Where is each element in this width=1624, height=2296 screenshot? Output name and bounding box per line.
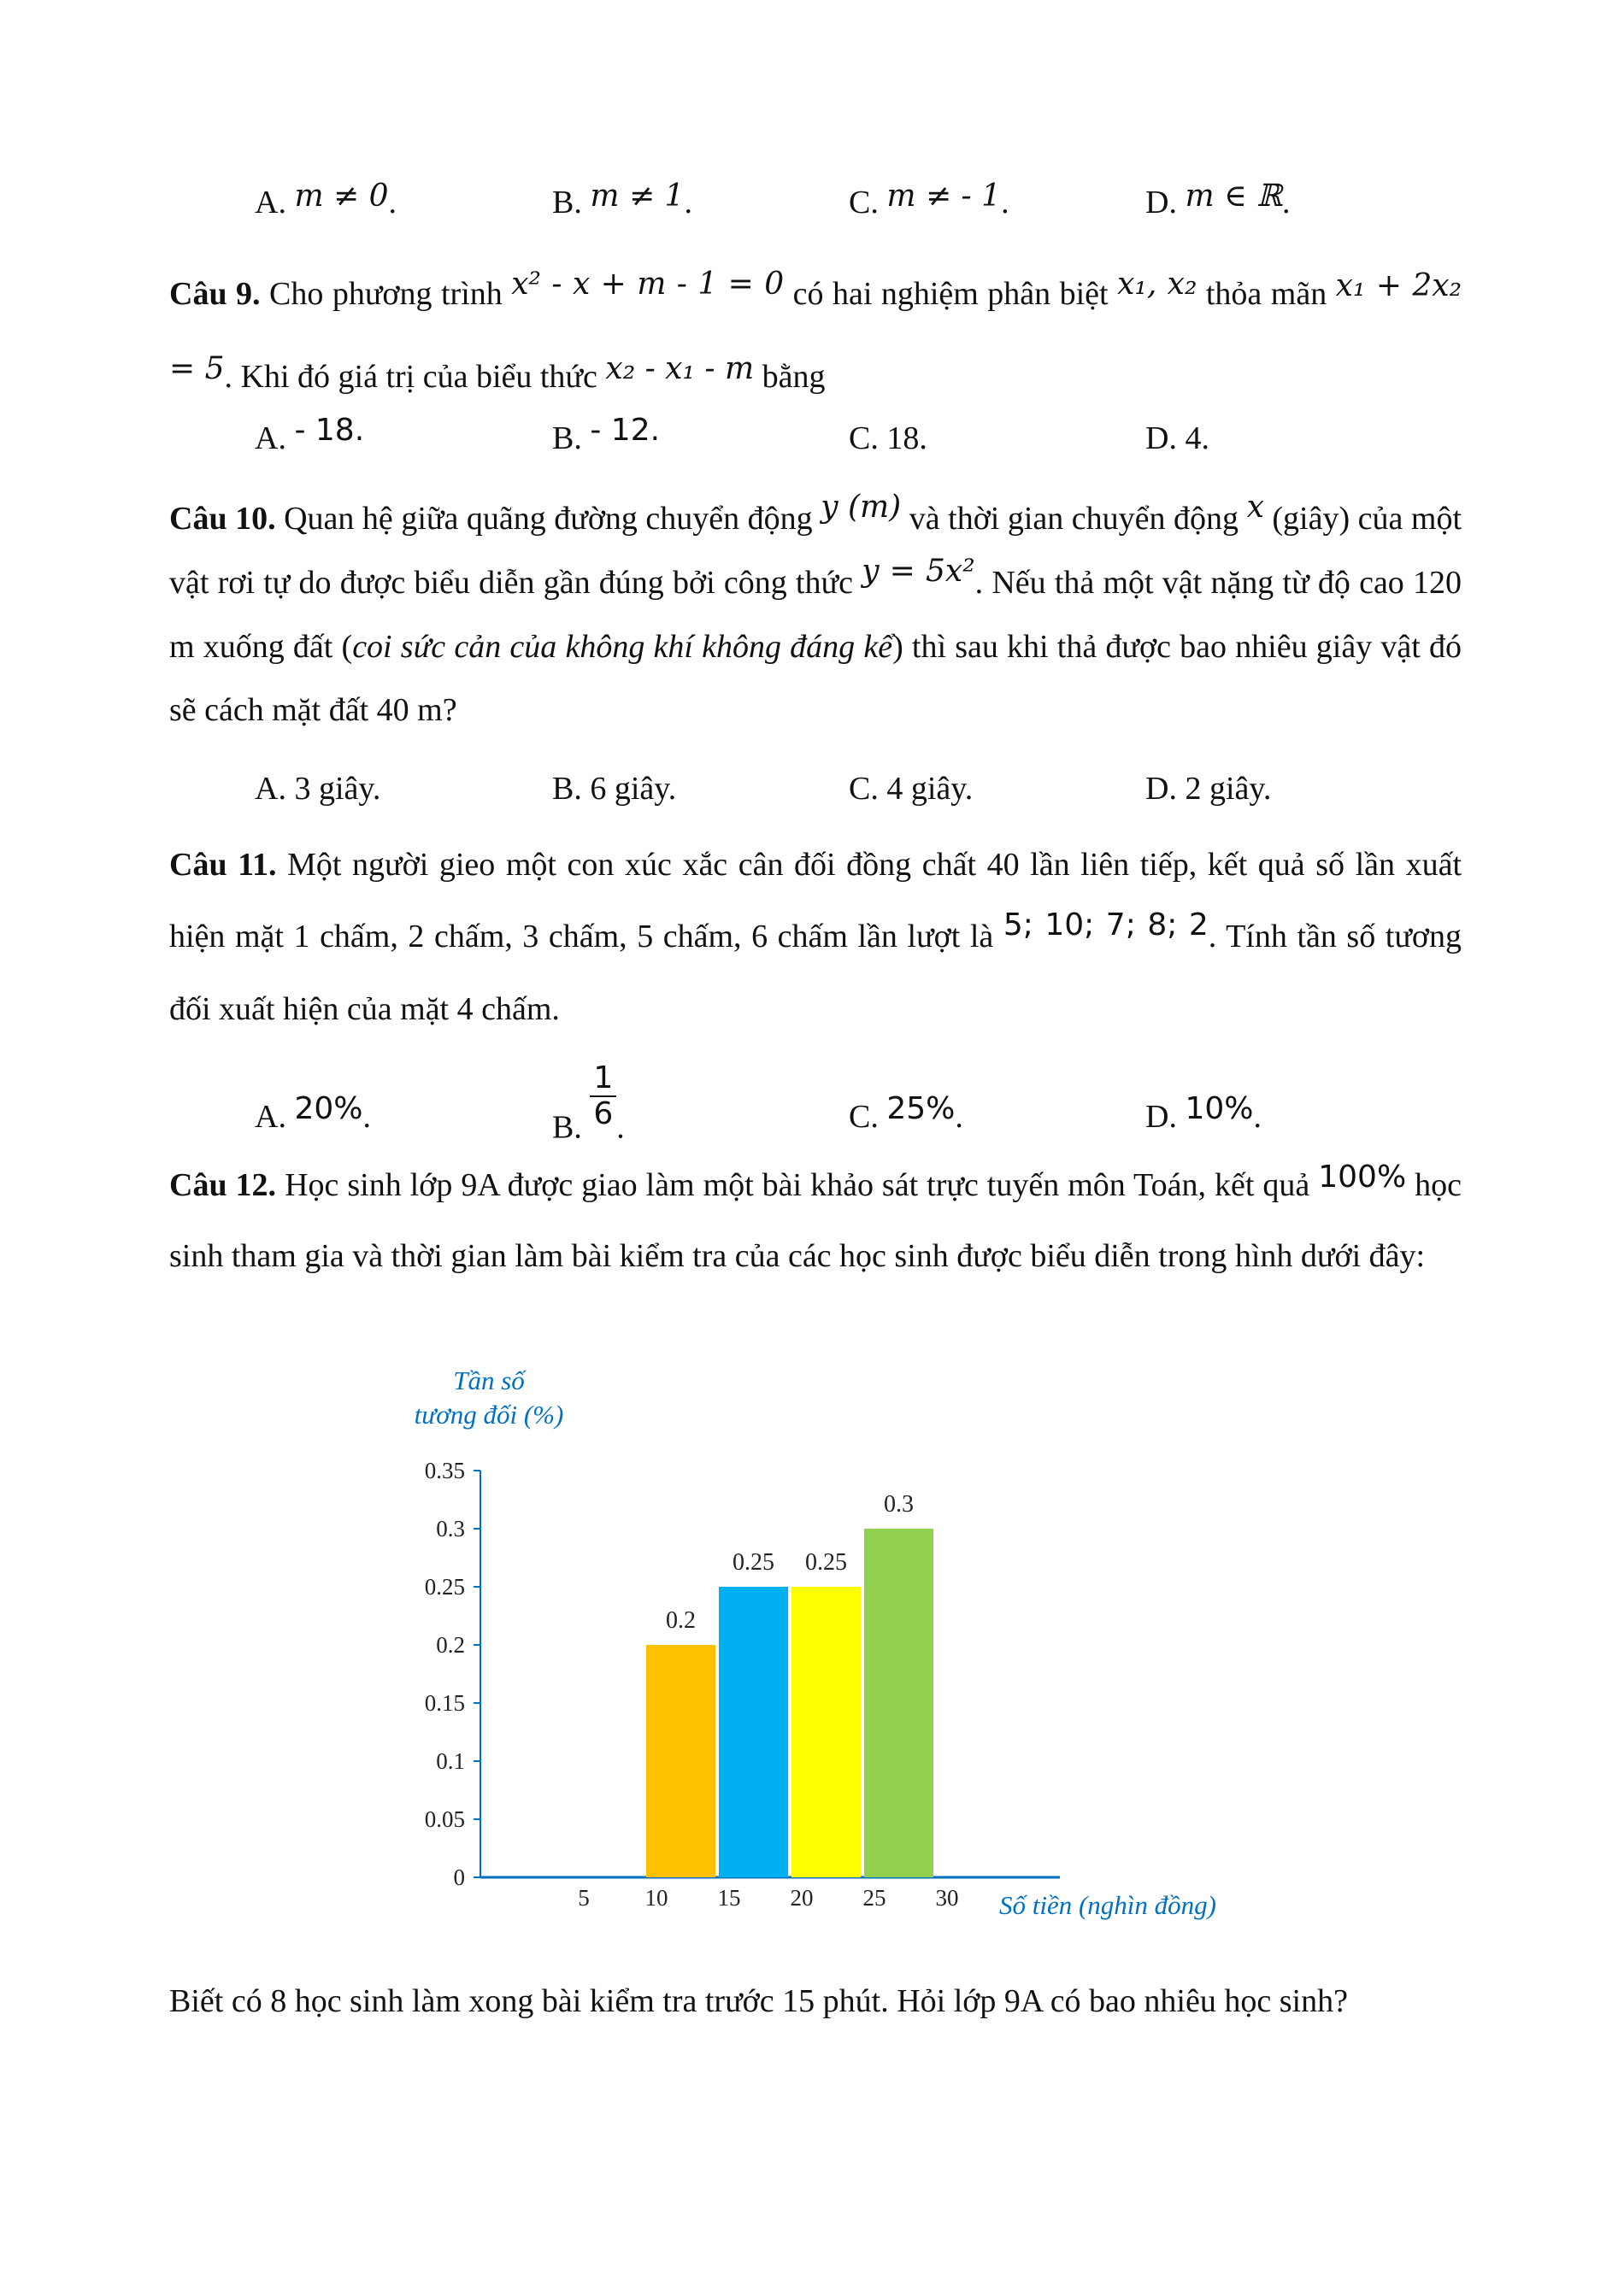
relative-frequency-histogram xyxy=(376,1350,1282,1948)
q11-option-d: D. 10%. xyxy=(1145,1091,1262,1135)
question-9: Câu 9. Cho phương trình x² - x + m - 1 = 0 có hai nghiệm phân biệt x₁, x₂ thỏa mãn x₁ + 2x₂ = 5. Khi đó giá trị của biểu thức x₂ - x₁ - m bằng xyxy=(169,267,1462,395)
chart-x-tick-label: 20 xyxy=(790,1885,814,1911)
fraction: $\frac{1}{6}$ xyxy=(590,1061,616,1131)
chart-bar xyxy=(864,1529,933,1877)
chart-x-tick-label: 25 xyxy=(862,1885,886,1911)
chart-y-tick-label: 0.25 xyxy=(424,1574,465,1600)
question-12: Câu 12. Học sinh lớp 9A được giao làm một bài khảo sát trực tuyến môn Toán, kết quả 100% học sinh tham gia và thời gian làm bài kiểm tra của các học sinh được biểu diễn trong hình dưới đây: xyxy=(169,1160,1462,1274)
q8-option-b: B. m ≠ 1. xyxy=(552,179,692,220)
question-number: Câu 10. xyxy=(169,501,276,537)
condition: x₁ + 2x₂ = 5 xyxy=(169,268,1462,386)
q10-option-b: B. 6 giây. xyxy=(552,771,677,807)
chart-bar-label: 0.2 xyxy=(666,1607,696,1634)
q10-option-c: C. 4 giây. xyxy=(849,771,974,807)
q10-option-d: D. 2 giây. xyxy=(1145,771,1272,807)
equation: x² - x + m - 1 = 0 xyxy=(511,267,785,302)
percent: 100% xyxy=(1318,1160,1407,1195)
chart-y-tick-label: 0.05 xyxy=(424,1806,465,1832)
question-10: Câu 10. Quan hệ giữa quãng đường chuyển động y (m) và thời gian chuyển động x (giây) của một vật rơi tự do được biểu diễn gần đúng bởi công thức y = 5x². Nếu thả một vật nặng từ độ cao 120 m xuống đất (coi sức cản của không khí không đáng kể) thì sau khi thả được bao nhiêu giây vật đó sẽ cách mặt đất 40 m? xyxy=(169,490,1462,728)
chart-y-tick-label: 0.15 xyxy=(424,1690,465,1716)
chart-y-tick-label: 0.3 xyxy=(436,1516,465,1541)
q10-option-a: A. 3 giây. xyxy=(255,771,381,807)
var-x: x xyxy=(1246,490,1264,525)
formula: y = 5x² xyxy=(862,554,975,589)
q11-option-c: C. 25%. xyxy=(849,1091,963,1135)
chart-bar xyxy=(791,1587,861,1877)
chart-bar-label: 0.3 xyxy=(884,1491,914,1518)
chart-y-tick-label: 0.1 xyxy=(436,1748,465,1774)
chart-ylabel-line1: Tần số xyxy=(453,1365,525,1395)
question-12-followup: Biết có 8 học sinh làm xong bài kiểm tra trước 15 phút. Hỏi lớp 9A có bao nhiêu học sinh? xyxy=(169,1983,1348,2019)
chart-x-tick-label: 10 xyxy=(644,1885,668,1911)
q9-option-b: B. - 12. xyxy=(552,413,661,456)
chart-x-tick-label: 15 xyxy=(717,1885,741,1911)
expression: x₂ - x₁ - m xyxy=(605,351,755,386)
question-number: Câu 9. xyxy=(169,276,261,312)
q11-option-b: B. $\frac{1}{6}$ . xyxy=(552,1060,625,1146)
chart-y-tick-label: 0.2 xyxy=(436,1632,465,1658)
roots: x₁, x₂ xyxy=(1117,267,1197,302)
question-11: Câu 11. Một người gieo một con xúc xắc cân đối đồng chất 40 lần liên tiếp, kết quả số lần xuất hiện mặt 1 chấm, 2 chấm, 3 chấm, 5 chấm, 6 chấm lần lượt là 5; 10; 7; 8; 2. Tính tần số tương đối xuất hiện của mặt 4 chấm. xyxy=(169,847,1462,1027)
question-number: Câu 11. xyxy=(169,847,277,883)
question-number: Câu 12. xyxy=(169,1167,277,1203)
chart-y-tick-label: 0 xyxy=(453,1864,465,1890)
q9-option-c: C. 18. xyxy=(849,420,927,456)
counts: 5; 10; 7; 8; 2 xyxy=(1003,907,1209,942)
chart-ylabel-line2: tương đối (%) xyxy=(414,1400,564,1430)
chart-y-tick-label: 0.35 xyxy=(424,1458,465,1483)
chart-x-tick-label: 5 xyxy=(578,1885,590,1911)
q8-option-c: C. m ≠ - 1. xyxy=(849,179,1009,220)
q8-option-d: D. m ∈ ℝ. xyxy=(1145,179,1291,220)
q9-option-d: D. 4. xyxy=(1145,420,1209,456)
q9-option-a: A. - 18. xyxy=(255,413,365,456)
chart-bar-label: 0.25 xyxy=(733,1549,774,1576)
chart-x-tick-label: 30 xyxy=(935,1885,959,1911)
chart-bar-label: 0.25 xyxy=(805,1549,847,1576)
chart-xlabel: Số tiền (nghìn đồng) xyxy=(999,1890,1216,1920)
chart-bar xyxy=(646,1645,715,1877)
q8-option-a: A. m ≠ 0. xyxy=(255,179,397,220)
chart-bar xyxy=(719,1587,788,1877)
q11-option-a: A. 20%. xyxy=(255,1091,371,1135)
var-y: y (m) xyxy=(821,490,902,525)
